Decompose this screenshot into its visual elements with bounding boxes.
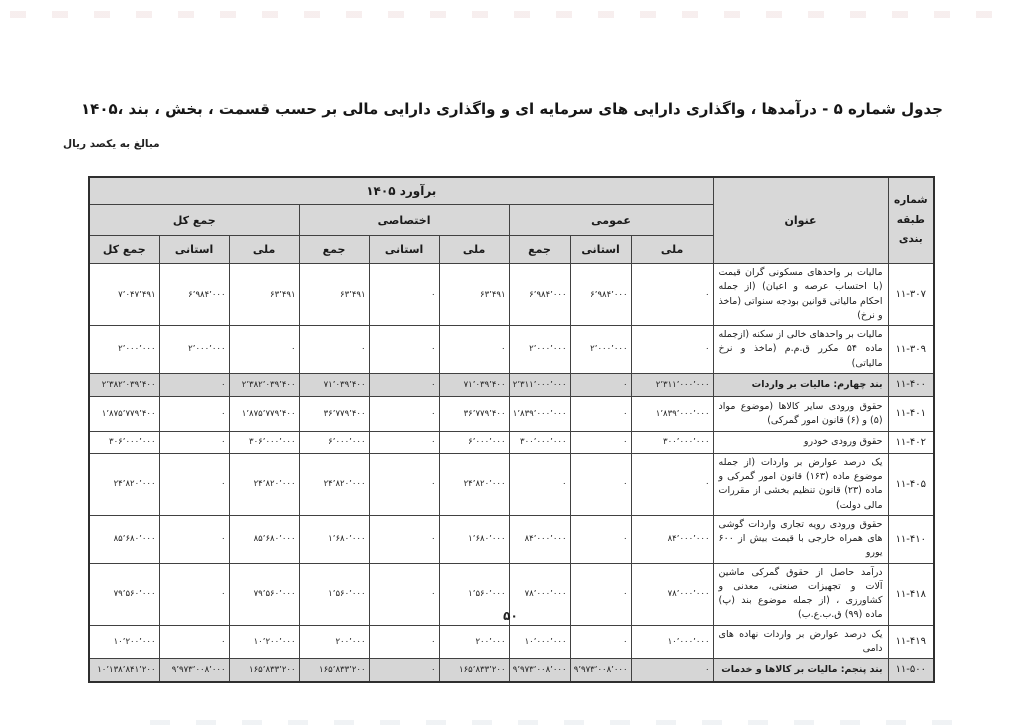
title-cell: مالیات بر واحدهای مسکونی گران قیمت (با احتساب عرصه و اعیان) (از جمله احکام مالیاتی قوانین بودجه سنواتی (ماخذ و نرخ): [713, 264, 888, 326]
value-cell-dedicated-national: ۳۶٬۷۷۹٬۴۰۰: [439, 396, 509, 431]
value-cell-dedicated-provincial: ۰: [369, 373, 439, 396]
value-cell-grand-national: ۸۵٬۶۸۰٬۰۰۰: [229, 515, 299, 563]
value-cell-grand-national: ۰: [229, 326, 299, 374]
value-cell-general-provincial: ۶٬۹۸۴٬۰۰۰: [570, 264, 631, 326]
table-row: [89, 264, 934, 326]
table-header: [89, 177, 934, 264]
value-cell-general-sum: ۱۰٬۰۰۰٬۰۰۰: [509, 625, 570, 659]
value-cell-grand-provincial: ۰: [159, 515, 229, 563]
value-cell-grand-provincial: ۶٬۹۸۴٬۰۰۰: [159, 264, 229, 326]
value-cell-dedicated-provincial: ۰: [369, 431, 439, 453]
value-cell-dedicated-provincial: ۰: [369, 396, 439, 431]
value-cell-general-national: ۷۸٬۰۰۰٬۰۰۰: [631, 563, 713, 625]
table-row: [89, 373, 934, 396]
header-grand-provincial: استانی: [159, 236, 229, 264]
code-cell: ۱۱-۴۱۹: [888, 625, 934, 659]
code-cell: ۱۱-۴۱۸: [888, 563, 934, 625]
value-cell-grand-national: ۱۰٬۲۰۰٬۰۰۰: [229, 625, 299, 659]
value-cell-dedicated-national: ۲۴٬۸۲۰٬۰۰۰: [439, 453, 509, 515]
value-cell-general-national: ۰: [631, 453, 713, 515]
value-cell-grand-national: ۱٬۸۷۵٬۷۷۹٬۴۰۰: [229, 396, 299, 431]
value-cell-dedicated-sum: ۱۶۵٬۸۳۳٬۲۰۰: [299, 659, 369, 682]
title-cell: حقوق ورودی سایر کالاها (موضوع مواد (۵) و (۶) قانون امور گمرکی): [713, 396, 888, 431]
table-row: [89, 326, 934, 374]
value-cell-dedicated-provincial: ۰: [369, 659, 439, 682]
faint-top-marks: [10, 11, 1014, 18]
value-cell-general-sum: ۰: [509, 453, 570, 515]
value-cell-grand-total: ۳۰۶٬۰۰۰٬۰۰۰: [89, 431, 159, 453]
header-group-dedicated: اختصاصی: [299, 205, 509, 236]
code-cell: ۱۱-۳۰۷: [888, 264, 934, 326]
value-cell-dedicated-sum: ۷۱٬۰۳۹٬۴۰۰: [299, 373, 369, 396]
title-cell: یک درصد عوارض بر واردات (از جمله موضوع ماده (۱۶۳) قانون امور گمرکی و ماده (۲۳) قانون تنظیم بخشی از مقررات مالی دولت): [713, 453, 888, 515]
header-general-sum: جمع: [509, 236, 570, 264]
value-cell-dedicated-national: ۷۱٬۰۳۹٬۴۰۰: [439, 373, 509, 396]
value-cell-grand-total: ۷٬۰۴۷٬۴۹۱: [89, 264, 159, 326]
value-cell-grand-provincial: ۰: [159, 373, 229, 396]
value-cell-dedicated-sum: ۰: [299, 326, 369, 374]
value-cell-general-sum: ۷۸٬۰۰۰٬۰۰۰: [509, 563, 570, 625]
header-title-column: عنوان: [713, 177, 888, 264]
value-cell-dedicated-sum: ۲۴٬۸۲۰٬۰۰۰: [299, 453, 369, 515]
title-cell: یک درصد عوارض بر واردات نهاده های دامی: [713, 625, 888, 659]
value-cell-grand-provincial: ۲٬۰۰۰٬۰۰۰: [159, 326, 229, 374]
value-cell-general-national: ۸۴٬۰۰۰٬۰۰۰: [631, 515, 713, 563]
code-cell: ۱۱-۴۰۱: [888, 396, 934, 431]
value-cell-general-national: ۳۰۰٬۰۰۰٬۰۰۰: [631, 431, 713, 453]
value-cell-dedicated-provincial: ۰: [369, 453, 439, 515]
header-dedicated-national: ملی: [439, 236, 509, 264]
value-cell-general-national: ۰: [631, 659, 713, 682]
header-general-provincial: استانی: [570, 236, 631, 264]
value-cell-general-provincial: ۲٬۰۰۰٬۰۰۰: [570, 326, 631, 374]
value-cell-general-sum: ۹٬۹۷۳٬۰۰۸٬۰۰۰: [509, 659, 570, 682]
value-cell-grand-provincial: ۹٬۹۷۳٬۰۰۸٬۰۰۰: [159, 659, 229, 682]
table-row: [89, 453, 934, 515]
value-cell-grand-total: ۸۵٬۶۸۰٬۰۰۰: [89, 515, 159, 563]
value-cell-general-sum: ۲٬۳۱۱٬۰۰۰٬۰۰۰: [509, 373, 570, 396]
value-cell-general-national: ۰: [631, 264, 713, 326]
value-cell-general-provincial: ۰: [570, 453, 631, 515]
value-cell-general-national: ۲٬۳۱۱٬۰۰۰٬۰۰۰: [631, 373, 713, 396]
value-cell-general-national: ۱۰٬۰۰۰٬۰۰۰: [631, 625, 713, 659]
faint-bottom-marks: [150, 720, 964, 725]
value-cell-dedicated-sum: ۶۳٬۴۹۱: [299, 264, 369, 326]
header-dedicated-provincial: استانی: [369, 236, 439, 264]
code-cell: ۱۱-۵۰۰: [888, 659, 934, 682]
table-row: [89, 396, 934, 431]
header-general-national: ملی: [631, 236, 713, 264]
value-cell-general-provincial: ۰: [570, 625, 631, 659]
value-cell-grand-total: ۱۰٬۲۰۰٬۰۰۰: [89, 625, 159, 659]
title-cell: حقوق ورودی خودرو: [713, 431, 888, 453]
title-cell: درآمد حاصل از حقوق گمرکی ماشین آلات و تجهیزات صنعتی، معدنی و کشاورزی ، (از جمله موضوع بند (پ) ماده (۹۹) ق.ب.ع.ب): [713, 563, 888, 625]
value-cell-grand-provincial: ۰: [159, 431, 229, 453]
value-cell-grand-total: ۱۰٬۱۳۸٬۸۴۱٬۲۰۰: [89, 659, 159, 682]
value-cell-grand-provincial: ۰: [159, 453, 229, 515]
value-cell-dedicated-national: ۱٬۵۶۰٬۰۰۰: [439, 563, 509, 625]
value-cell-grand-provincial: ۰: [159, 563, 229, 625]
value-cell-grand-total: ۲٬۳۸۲٬۰۳۹٬۴۰۰: [89, 373, 159, 396]
value-cell-grand-total: ۲٬۰۰۰٬۰۰۰: [89, 326, 159, 374]
table-row: [89, 659, 934, 682]
header-group-grand-total: جمع کل: [89, 205, 299, 236]
header-row-estimate: [89, 177, 934, 205]
table-row: [89, 625, 934, 659]
value-cell-grand-national: ۷۹٬۵۶۰٬۰۰۰: [229, 563, 299, 625]
value-cell-dedicated-national: ۶٬۰۰۰٬۰۰۰: [439, 431, 509, 453]
value-cell-dedicated-provincial: ۰: [369, 625, 439, 659]
header-estimate-1405: برآورد ۱۴۰۵: [89, 177, 713, 205]
value-cell-grand-total: ۱٬۸۷۵٬۷۷۹٬۴۰۰: [89, 396, 159, 431]
value-cell-dedicated-provincial: ۰: [369, 264, 439, 326]
unit-note: مبالغ به یکصد ریال: [63, 138, 160, 150]
budget-table: [88, 176, 935, 683]
value-cell-dedicated-sum: ۱٬۶۸۰٬۰۰۰: [299, 515, 369, 563]
value-cell-dedicated-national: ۱۶۵٬۸۳۳٬۲۰۰: [439, 659, 509, 682]
code-cell: ۱۱-۴۰۲: [888, 431, 934, 453]
value-cell-general-sum: ۶٬۹۸۴٬۰۰۰: [509, 264, 570, 326]
code-cell: ۱۱-۳۰۹: [888, 326, 934, 374]
value-cell-dedicated-national: ۲۰۰٬۰۰۰: [439, 625, 509, 659]
value-cell-dedicated-sum: ۳۶٬۷۷۹٬۴۰۰: [299, 396, 369, 431]
value-cell-grand-provincial: ۰: [159, 396, 229, 431]
value-cell-dedicated-national: ۶۳٬۴۹۱: [439, 264, 509, 326]
value-cell-dedicated-provincial: ۰: [369, 326, 439, 374]
value-cell-dedicated-national: ۱٬۶۸۰٬۰۰۰: [439, 515, 509, 563]
value-cell-general-national: ۱٬۸۳۹٬۰۰۰٬۰۰۰: [631, 396, 713, 431]
value-cell-grand-national: ۱۶۵٬۸۳۳٬۲۰۰: [229, 659, 299, 682]
value-cell-grand-national: ۳۰۶٬۰۰۰٬۰۰۰: [229, 431, 299, 453]
value-cell-grand-total: ۲۴٬۸۲۰٬۰۰۰: [89, 453, 159, 515]
header-grand-national: ملی: [229, 236, 299, 264]
value-cell-general-national: ۰: [631, 326, 713, 374]
value-cell-general-sum: ۸۴٬۰۰۰٬۰۰۰: [509, 515, 570, 563]
title-cell: بند پنجم: مالیات بر کالاها و خدمات: [713, 659, 888, 682]
value-cell-general-provincial: ۰: [570, 373, 631, 396]
title-cell: بند چهارم: مالیات بر واردات: [713, 373, 888, 396]
page-number: ۵۰: [503, 609, 518, 623]
value-cell-general-sum: ۳۰۰٬۰۰۰٬۰۰۰: [509, 431, 570, 453]
value-cell-grand-total: ۷۹٬۵۶۰٬۰۰۰: [89, 563, 159, 625]
value-cell-general-provincial: ۰: [570, 396, 631, 431]
value-cell-general-provincial: ۹٬۹۷۳٬۰۰۸٬۰۰۰: [570, 659, 631, 682]
header-dedicated-sum: جمع: [299, 236, 369, 264]
value-cell-dedicated-provincial: ۰: [369, 515, 439, 563]
value-cell-dedicated-sum: ۶٬۰۰۰٬۰۰۰: [299, 431, 369, 453]
value-cell-general-sum: ۲٬۰۰۰٬۰۰۰: [509, 326, 570, 374]
value-cell-dedicated-national: ۰: [439, 326, 509, 374]
code-cell: ۱۱-۴۰۰: [888, 373, 934, 396]
table-row: [89, 431, 934, 453]
code-cell: ۱۱-۴۰۵: [888, 453, 934, 515]
value-cell-dedicated-sum: ۲۰۰٬۰۰۰: [299, 625, 369, 659]
value-cell-general-provincial: ۰: [570, 431, 631, 453]
title-cell: حقوق ورودی رویه تجاری واردات گوشی های همراه خارجی با قیمت بیش از ۶۰۰ یورو: [713, 515, 888, 563]
header-code-column: شماره طبقه بندی: [888, 177, 934, 264]
value-cell-grand-provincial: ۰: [159, 625, 229, 659]
value-cell-grand-national: ۶۳٬۴۹۱: [229, 264, 299, 326]
document-title: جدول شماره ۵ - درآمدها ، واگذاری دارایی های سرمایه ای و واگذاری دارایی مالی بر حسب قسمت ، بخش ، بند ،۱۴۰۵: [81, 100, 943, 118]
title-cell: مالیات بر واحدهای خالی از سکنه (ازجمله ماده ۵۴ مکرر ق.م.م (ماخذ و نرخ مالیاتی): [713, 326, 888, 374]
value-cell-dedicated-sum: ۱٬۵۶۰٬۰۰۰: [299, 563, 369, 625]
header-group-general: عمومی: [509, 205, 713, 236]
value-cell-general-provincial: ۰: [570, 563, 631, 625]
value-cell-dedicated-provincial: ۰: [369, 563, 439, 625]
value-cell-grand-national: ۲٬۳۸۲٬۰۳۹٬۴۰۰: [229, 373, 299, 396]
table-row: [89, 515, 934, 563]
header-grand-sum: جمع کل: [89, 236, 159, 264]
value-cell-grand-national: ۲۴٬۸۲۰٬۰۰۰: [229, 453, 299, 515]
value-cell-general-sum: ۱٬۸۳۹٬۰۰۰٬۰۰۰: [509, 396, 570, 431]
value-cell-general-provincial: ۰: [570, 515, 631, 563]
code-cell: ۱۱-۴۱۰: [888, 515, 934, 563]
